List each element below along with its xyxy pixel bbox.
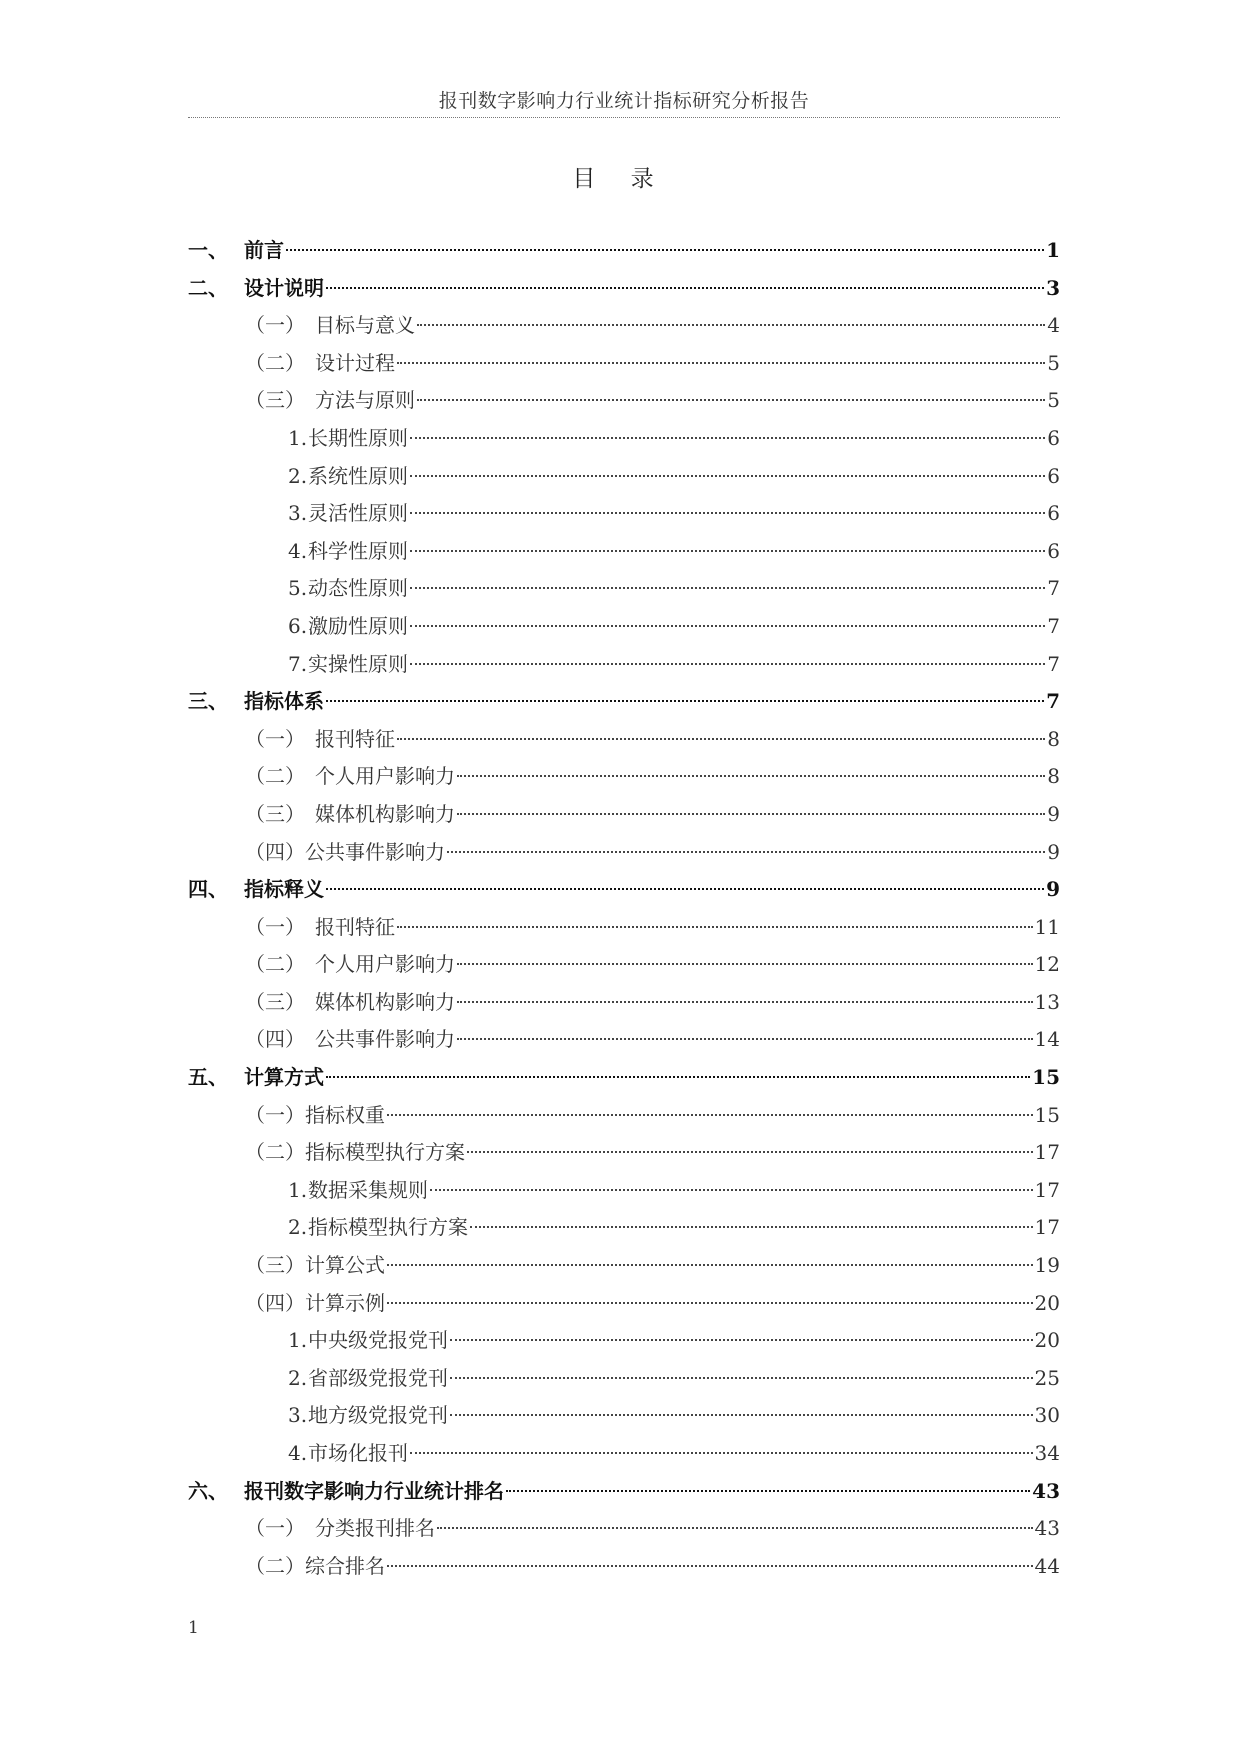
dot-leader xyxy=(410,1452,1033,1454)
dot-leader xyxy=(397,362,1045,364)
toc-entry-number: 二、 xyxy=(188,275,228,300)
toc-entry[interactable] xyxy=(188,1021,1060,1059)
toc-entry-label: 计算示例 xyxy=(305,1290,385,1315)
toc-entry[interactable] xyxy=(188,721,1060,759)
toc-entry-label: 个人用户影响力 xyxy=(315,952,455,977)
toc-entry-page: 9 xyxy=(1046,877,1060,902)
toc-entry[interactable] xyxy=(188,1360,1060,1398)
toc-entry-page: 7 xyxy=(1046,689,1060,714)
toc-entry-number: 3. xyxy=(288,501,308,526)
toc-entry-number: （二） xyxy=(245,350,305,375)
toc-entry-label: 科学性原则 xyxy=(308,538,408,563)
toc-entry[interactable] xyxy=(188,834,1060,872)
toc-entry-page: 6 xyxy=(1047,538,1060,563)
dot-leader xyxy=(457,1038,1033,1040)
dot-leader xyxy=(326,1076,1030,1078)
toc-entry[interactable] xyxy=(188,1397,1060,1435)
toc-entry-number: 3. xyxy=(288,1403,308,1428)
toc-entry-number: 四、 xyxy=(188,877,228,902)
toc-entry[interactable] xyxy=(188,1322,1060,1360)
toc-entry-page: 15 xyxy=(1032,1065,1060,1090)
toc-entry-number: 7. xyxy=(288,651,308,676)
toc-entry[interactable] xyxy=(188,909,1060,947)
toc-entry-label: 报刊特征 xyxy=(315,726,395,751)
toc-entry[interactable] xyxy=(188,270,1060,308)
toc-entry-page: 9 xyxy=(1047,839,1060,864)
toc-entry-label: 指标模型执行方案 xyxy=(305,1140,465,1165)
dot-leader xyxy=(397,926,1033,928)
toc-entry[interactable] xyxy=(188,1209,1060,1247)
dot-leader xyxy=(457,775,1045,777)
toc-entry-number: 4. xyxy=(288,1441,308,1465)
toc-entry[interactable] xyxy=(188,307,1060,345)
dot-leader xyxy=(410,587,1045,589)
toc-entry-number: （一） xyxy=(245,914,305,939)
toc-entry-page: 20 xyxy=(1034,1328,1060,1353)
toc-entry-label: 地方级党报党刊 xyxy=(308,1403,448,1428)
toc-entry-number: （四） xyxy=(245,839,305,864)
dot-leader xyxy=(447,851,1045,853)
toc-entry-number: 5. xyxy=(288,576,308,601)
toc-entry[interactable] xyxy=(188,871,1060,909)
dot-leader xyxy=(417,399,1045,401)
toc-entry-page: 17 xyxy=(1034,1215,1060,1240)
toc-entry-number: （四） xyxy=(245,1290,305,1315)
toc-entry-number: 1. xyxy=(288,1177,308,1202)
dot-leader xyxy=(387,1302,1033,1304)
dot-leader xyxy=(410,512,1045,514)
toc-entry[interactable] xyxy=(188,570,1060,608)
toc-entry[interactable] xyxy=(188,495,1060,533)
toc-entry-page: 17 xyxy=(1034,1177,1060,1202)
toc-entry[interactable] xyxy=(188,382,1060,420)
toc-entry-page: 14 xyxy=(1034,1027,1060,1052)
toc-entry-page: 7 xyxy=(1047,576,1060,601)
toc-entry-number: 6. xyxy=(288,613,308,638)
dot-leader xyxy=(450,1377,1033,1379)
toc-entry[interactable] xyxy=(188,1247,1060,1285)
toc-entry-label: 长期性原则 xyxy=(308,425,408,450)
dot-leader xyxy=(430,1189,1033,1191)
toc-entry-label: 方法与原则 xyxy=(315,388,415,413)
toc-entry-page: 12 xyxy=(1034,952,1060,977)
toc-entry[interactable] xyxy=(188,646,1060,684)
toc-entry-page: 20 xyxy=(1034,1290,1060,1315)
dot-leader xyxy=(457,963,1033,965)
running-header: 报刊数字影响力行业统计指标研究分析报告 xyxy=(438,90,810,112)
toc-entry[interactable] xyxy=(188,1510,1060,1548)
dot-leader xyxy=(457,1001,1033,1003)
toc-entry-label: 系统性原则 xyxy=(308,463,408,488)
toc-entry-page: 30 xyxy=(1034,1403,1060,1428)
toc-entry-page: 6 xyxy=(1047,463,1060,488)
toc-entry-number: （二） xyxy=(245,1553,305,1578)
toc-entry-label: 前言 xyxy=(244,238,284,262)
toc-entry-label: 计算公式 xyxy=(305,1253,385,1278)
toc-entry[interactable] xyxy=(188,946,1060,984)
toc-entry-page: 9 xyxy=(1047,801,1060,826)
toc-entry-label: 市场化报刊 xyxy=(308,1441,408,1465)
toc-entry-page: 5 xyxy=(1047,388,1060,413)
toc-entry-page: 43 xyxy=(1032,1478,1060,1503)
toc-title: 目 录 xyxy=(572,166,668,192)
toc-entry-label: 目标与意义 xyxy=(315,313,415,338)
dot-leader xyxy=(506,1490,1030,1492)
toc-entry[interactable] xyxy=(188,420,1060,458)
toc-entry-number: 2. xyxy=(288,463,308,488)
toc-entry-label: 实操性原则 xyxy=(308,651,408,676)
toc-entry-label: 指标权重 xyxy=(305,1102,385,1127)
header-divider xyxy=(188,117,1060,118)
toc-entry-page: 6 xyxy=(1047,425,1060,450)
toc-entry[interactable] xyxy=(188,533,1060,571)
dot-leader xyxy=(457,813,1045,815)
toc-entry[interactable] xyxy=(188,1435,1060,1473)
toc-entry-page: 13 xyxy=(1034,989,1060,1014)
toc-entry-label: 省部级党报党刊 xyxy=(308,1365,448,1390)
toc-entry-number: （三） xyxy=(245,388,305,413)
dot-leader xyxy=(410,475,1045,477)
toc-entry-label: 媒体机构影响力 xyxy=(315,801,455,826)
toc-entry-number: （一） xyxy=(245,1516,305,1541)
toc-entry-number: （三） xyxy=(245,1253,305,1278)
toc-entry[interactable] xyxy=(188,1285,1060,1323)
toc-entry-label: 中央级党报党刊 xyxy=(308,1328,448,1353)
toc-entry-number: 2. xyxy=(288,1365,308,1390)
toc-entry-number: 六、 xyxy=(188,1478,228,1503)
toc-entry[interactable] xyxy=(188,758,1060,796)
toc-entry-page: 25 xyxy=(1034,1365,1060,1390)
toc-entry-page: 4 xyxy=(1047,313,1060,338)
toc-entry-number: （二） xyxy=(245,1140,305,1165)
dot-leader xyxy=(387,1264,1033,1266)
toc-entry-number: 1. xyxy=(288,425,308,450)
toc-entry-label: 动态性原则 xyxy=(308,576,408,601)
toc-entry-number: （三） xyxy=(245,801,305,826)
toc-entry-label: 灵活性原则 xyxy=(308,501,408,526)
dot-leader xyxy=(450,1339,1033,1341)
dot-leader xyxy=(410,437,1045,439)
toc-entry-number: （一） xyxy=(245,726,305,751)
dot-leader xyxy=(467,1151,1033,1153)
page-number: 1 xyxy=(188,1618,199,1638)
toc-entry-label: 指标模型执行方案 xyxy=(308,1215,468,1240)
toc-entry-number: 五、 xyxy=(188,1065,228,1090)
toc-entry[interactable] xyxy=(188,1059,1060,1097)
toc-entry-page: 43 xyxy=(1034,1516,1060,1541)
dot-leader xyxy=(410,625,1045,627)
toc-entry-number: （三） xyxy=(245,989,305,1014)
toc-entry-page: 1 xyxy=(1046,238,1060,262)
toc-entry[interactable] xyxy=(188,1134,1060,1172)
toc-entry[interactable] xyxy=(188,232,1060,270)
dot-leader xyxy=(450,1414,1033,1416)
dot-leader xyxy=(387,1565,1033,1567)
toc-entry-number: 三、 xyxy=(188,689,228,714)
toc-entry-number: （一） xyxy=(245,313,305,338)
toc-entry[interactable] xyxy=(188,458,1060,496)
toc-entry-label: 设计说明 xyxy=(244,275,324,300)
toc-entry-label: 计算方式 xyxy=(244,1065,324,1090)
toc-entry-label: 媒体机构影响力 xyxy=(315,989,455,1014)
dot-leader xyxy=(326,888,1044,890)
toc-entry-label: 指标体系 xyxy=(244,689,324,714)
toc-entry-number: （二） xyxy=(245,952,305,977)
dot-leader xyxy=(417,324,1045,326)
dot-leader xyxy=(397,738,1045,740)
toc-entry-page: 5 xyxy=(1047,350,1060,375)
dot-leader xyxy=(326,700,1044,702)
toc-entry[interactable] xyxy=(188,984,1060,1022)
toc-entry-number: （四） xyxy=(245,1027,305,1052)
toc-entry-label: 报刊特征 xyxy=(315,914,395,939)
toc-entry-page: 44 xyxy=(1034,1553,1060,1578)
toc-entry-number: （一） xyxy=(245,1102,305,1127)
toc-entry-number: （二） xyxy=(245,764,305,789)
dot-leader xyxy=(470,1226,1033,1228)
toc-entry-page: 34 xyxy=(1034,1441,1060,1465)
toc-entry-number: 一、 xyxy=(188,238,228,262)
toc-entry-page: 11 xyxy=(1034,914,1060,939)
toc-entry-label: 个人用户影响力 xyxy=(315,764,455,789)
toc-entry-number: 4. xyxy=(288,538,308,563)
toc-entry-page: 8 xyxy=(1047,726,1060,751)
dot-leader xyxy=(286,249,1044,251)
toc-entry-number: 2. xyxy=(288,1215,308,1240)
toc-entry-label: 公共事件影响力 xyxy=(305,839,445,864)
toc-entry-page: 6 xyxy=(1047,501,1060,526)
toc-entry-label: 公共事件影响力 xyxy=(315,1027,455,1052)
toc-entry-page: 3 xyxy=(1046,275,1060,300)
toc-entry[interactable] xyxy=(188,1473,1060,1511)
dot-leader xyxy=(410,550,1045,552)
toc-entry[interactable] xyxy=(188,1548,1060,1586)
dot-leader xyxy=(387,1114,1033,1116)
toc-entry-label: 激励性原则 xyxy=(308,613,408,638)
toc-entry-page: 15 xyxy=(1034,1102,1060,1127)
toc-entry-label: 设计过程 xyxy=(315,350,395,375)
toc-entry-number: 1. xyxy=(288,1328,308,1353)
dot-leader xyxy=(437,1527,1033,1529)
toc-entry[interactable] xyxy=(188,608,1060,646)
toc-entry-label: 指标释义 xyxy=(244,877,324,902)
toc-entry-page: 19 xyxy=(1034,1253,1060,1278)
toc-entry-page: 17 xyxy=(1034,1140,1060,1165)
toc-entry-label: 综合排名 xyxy=(305,1553,385,1578)
dot-leader xyxy=(410,663,1045,665)
dot-leader xyxy=(326,287,1044,289)
toc-entry[interactable] xyxy=(188,345,1060,383)
toc-entry-label: 报刊数字影响力行业统计排名 xyxy=(244,1478,504,1503)
toc-entry-label: 数据采集规则 xyxy=(308,1177,428,1202)
toc-entry[interactable] xyxy=(188,1172,1060,1210)
toc-entry-page: 7 xyxy=(1047,613,1060,638)
toc-entry-label: 分类报刊排名 xyxy=(315,1516,435,1541)
toc-entry-page: 7 xyxy=(1047,651,1060,676)
toc-entry[interactable] xyxy=(188,683,1060,721)
table-of-contents xyxy=(188,232,1060,1585)
toc-entry[interactable] xyxy=(188,1097,1060,1135)
toc-entry[interactable] xyxy=(188,796,1060,834)
toc-entry-page: 8 xyxy=(1047,764,1060,789)
